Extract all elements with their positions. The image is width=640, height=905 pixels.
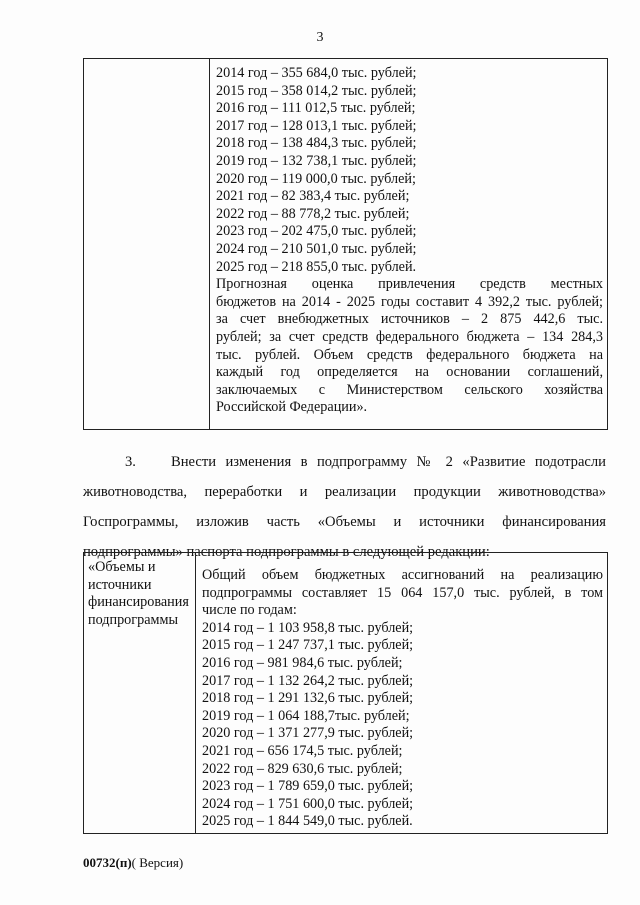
year-funding-list bbox=[202, 620, 603, 831]
row-header-line: подпрограммы bbox=[88, 611, 178, 628]
year-funding-line: 2021 год – 656 174,5 тыс. рублей; bbox=[202, 742, 403, 759]
forecast-line: заключаемых с Министерством сельского хозяйства bbox=[216, 381, 603, 398]
row-header-line: источники bbox=[88, 576, 152, 593]
paragraph-line: животноводства, переработки и реализации продукции животноводства» bbox=[83, 484, 606, 500]
year-funding-line: 2020 год – 119 000,0 тыс. рублей; bbox=[216, 170, 416, 187]
year-funding-line: 2017 год – 128 013,1 тыс. рублей; bbox=[216, 117, 417, 134]
year-funding-line: 2022 год – 829 630,6 тыс. рублей; bbox=[202, 760, 403, 777]
year-funding-line: 2023 год – 202 475,0 тыс. рублей; bbox=[216, 223, 417, 240]
forecast-line: Прогнозная оценка привлечения средств местных bbox=[216, 276, 603, 293]
table-right-column bbox=[210, 59, 607, 429]
funding-table-continuation bbox=[83, 58, 608, 430]
row-header-line: финансирования bbox=[88, 594, 189, 611]
amendment-paragraph bbox=[83, 447, 606, 567]
year-funding-line: 2014 год – 355 684,0 тыс. рублей; bbox=[216, 65, 417, 81]
subprogram-funding-table bbox=[83, 552, 608, 834]
table-right-column bbox=[196, 553, 607, 833]
intro-line: подпрограммы составляет 15 064 157,0 тыс. рублей, в том bbox=[202, 584, 603, 601]
document-code: 00732(п) bbox=[83, 855, 132, 870]
document-version: ( Версия) bbox=[131, 855, 184, 870]
year-funding-list bbox=[216, 65, 603, 276]
year-funding-line: 2016 год – 981 984,6 тыс. рублей; bbox=[202, 654, 403, 671]
forecast-line: каждый год определяется на основании соглашений, bbox=[216, 364, 603, 381]
intro-line: Общий объем бюджетных ассигнований на реализацию bbox=[202, 567, 603, 583]
year-funding-line: 2018 год – 138 484,3 тыс. рублей; bbox=[216, 135, 417, 152]
paragraph-line bbox=[83, 447, 606, 477]
year-funding-line: 2023 год – 1 789 659,0 тыс. рублей; bbox=[202, 778, 414, 795]
year-funding-line: 2021 год – 82 383,4 тыс. рублей; bbox=[216, 188, 410, 205]
forecast-line: бюджетов на 2014 - 2025 годы составит 4 392,2 тыс. рублей; bbox=[216, 293, 603, 310]
row-header-line: «Объемы и bbox=[88, 559, 156, 575]
year-funding-line: 2024 год – 1 751 600,0 тыс. рублей; bbox=[202, 795, 414, 812]
year-funding-line: 2022 год – 88 778,2 тыс. рублей; bbox=[216, 205, 410, 222]
document-footer bbox=[83, 855, 183, 871]
forecast-line: тыс. рублей. Объем средств федерального бюджета на bbox=[216, 346, 603, 363]
year-funding-line: 2025 год – 1 844 549,0 тыс. рублей. bbox=[202, 813, 413, 830]
forecast-text bbox=[216, 276, 603, 417]
forecast-line: Российской Федерации». bbox=[216, 399, 368, 416]
paragraph-line: подпрограммы» паспорта подпрограммы в следующей редакции: bbox=[83, 544, 490, 560]
year-funding-line: 2016 год – 111 012,5 тыс. рублей; bbox=[216, 100, 416, 117]
year-funding-line: 2018 год – 1 291 132,6 тыс. рублей; bbox=[202, 690, 414, 707]
paragraph-line-text: Внести изменения в подпрограмму № 2 «Развитие подотрасли bbox=[171, 454, 606, 470]
table-left-column bbox=[84, 553, 196, 833]
year-funding-line: 2015 год – 358 014,2 тыс. рублей; bbox=[216, 82, 417, 99]
page-number: 3 bbox=[316, 30, 324, 45]
year-funding-line: 2024 год – 210 501,0 тыс. рублей; bbox=[216, 240, 417, 257]
year-funding-line: 2019 год – 1 064 188,7тыс. рублей; bbox=[202, 707, 410, 724]
year-funding-line: 2017 год – 1 132 264,2 тыс. рублей; bbox=[202, 672, 414, 689]
year-funding-line: 2019 год – 132 738,1 тыс. рублей; bbox=[216, 152, 417, 169]
paragraph-number: 3. bbox=[125, 454, 136, 470]
intro-line: числе по годам: bbox=[202, 602, 297, 619]
forecast-line: рублей; за счет средств федерального бюджета – 134 284,3 bbox=[216, 328, 603, 345]
year-funding-line: 2014 год – 1 103 958,8 тыс. рублей; bbox=[202, 619, 414, 636]
year-funding-line: 2015 год – 1 247 737,1 тыс. рублей; bbox=[202, 637, 414, 654]
funding-intro bbox=[202, 567, 603, 620]
table-left-column bbox=[84, 59, 210, 429]
forecast-line: за счет внебюджетных источников – 2 875 442,6 тыс. bbox=[216, 311, 603, 328]
year-funding-line: 2025 год – 218 855,0 тыс. рублей. bbox=[216, 258, 417, 275]
year-funding-line: 2020 год – 1 371 277,9 тыс. рублей; bbox=[202, 725, 414, 742]
paragraph-line: Госпрограммы, изложив часть «Объемы и источники финансирования bbox=[83, 514, 606, 530]
